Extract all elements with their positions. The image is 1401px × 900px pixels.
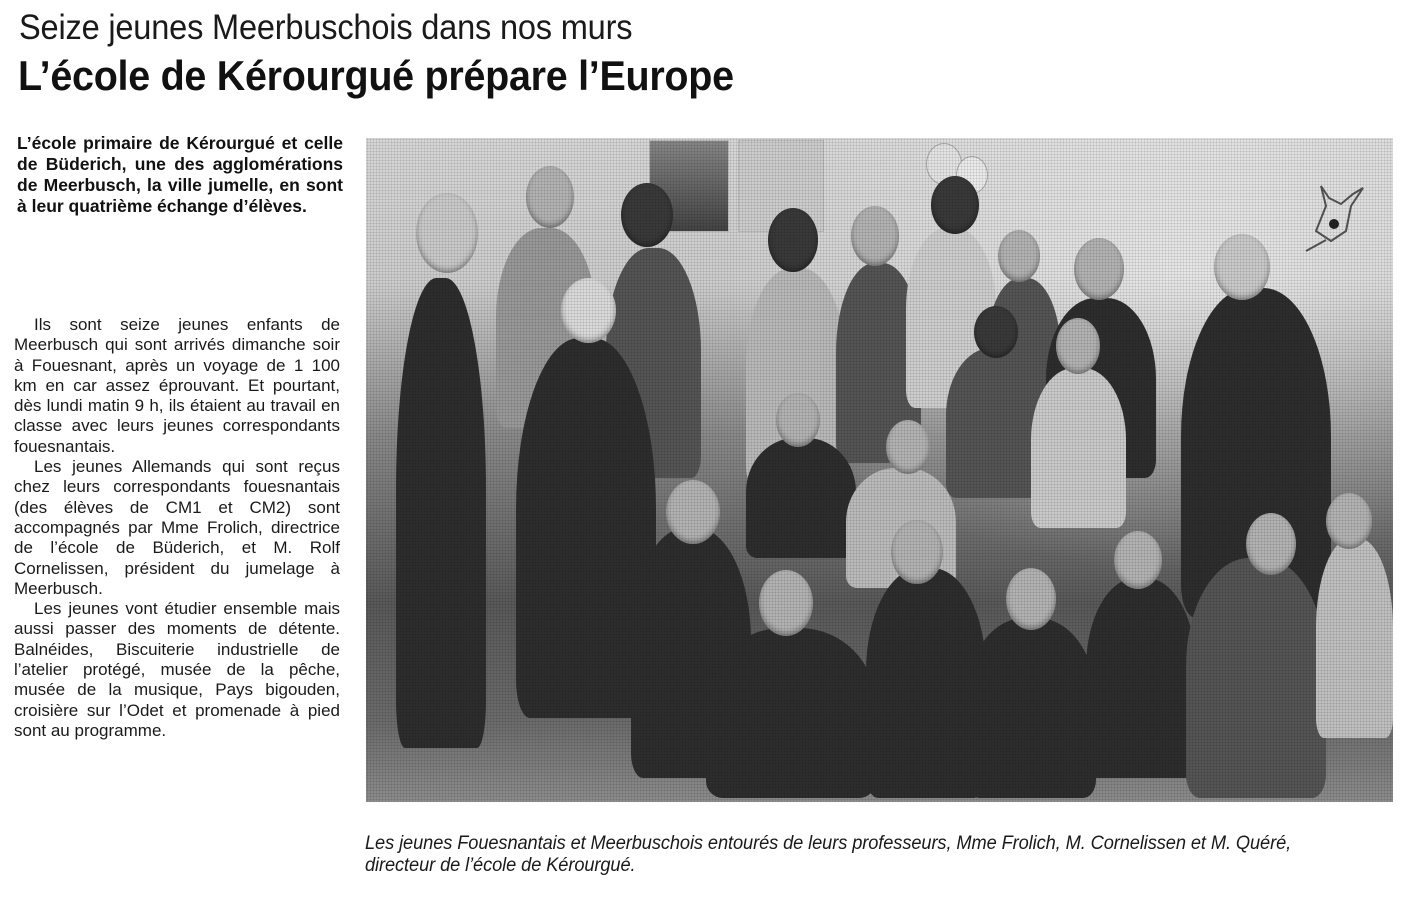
person-head — [621, 183, 673, 247]
body-paragraph: Les jeunes vont étudier ensemble mais aussi passer des moments de détente. Balnéides, Biscuiterie industrielle de l’atelier protégé, musée de la pêche, musée de la musique, Pays bigouden, croisière sur l’Odet et promenade à pied sont au programme. — [14, 599, 340, 740]
person-head — [1074, 238, 1124, 300]
article-kicker: Seize jeunes Meerbuschois dans nos murs — [19, 8, 633, 47]
person-figure — [706, 628, 876, 798]
article-body — [14, 315, 340, 741]
person-head — [416, 193, 478, 273]
person-head — [1114, 531, 1162, 589]
person-head — [1214, 234, 1270, 300]
person-figure — [966, 618, 1096, 798]
person-head — [1006, 568, 1056, 630]
group-photo — [366, 138, 1393, 802]
person-head — [851, 206, 899, 266]
person-head — [891, 520, 943, 584]
article-lead: L’école primaire de Kérourgué et celle de Büderich, une des agglomérations de Meerbusch, la ville jumelle, en sont à leur quatrième échange d’élèves. — [17, 133, 343, 216]
person-figure — [396, 278, 486, 748]
person-figure — [1186, 558, 1326, 798]
article-headline: L’école de Kérourgué prépare l’Europe — [18, 52, 734, 99]
person-head — [998, 230, 1040, 282]
person-head — [561, 278, 616, 343]
dog-drawing-icon — [1301, 176, 1371, 256]
person-figure — [1086, 578, 1196, 778]
person-head — [931, 176, 979, 234]
person-head — [1326, 493, 1372, 549]
body-paragraph: Ils sont seize jeunes enfants de Meerbusch qui sont arrivés dimanche soir à Fouesnant, après un voyage de 1 100 km en car assez éprouvant. Et pourtant, dès lundi matin 9 h, ils étaient au travail en classe avec leurs jeunes correspondants fouesnantais. — [14, 315, 340, 456]
person-figure — [1031, 368, 1126, 528]
person-figure — [1316, 538, 1393, 738]
body-paragraph: Les jeunes Allemands qui sont reçus chez leurs correspondants fouesnantais (des élèves de CM1 et CM2) sont accompagnés par Mme Frolich, directrice de l’école de Büderich, et M. Rolf Cornelissen, président du jumelage à Meerbusch. — [14, 457, 340, 598]
person-head — [1056, 318, 1100, 374]
person-figure — [746, 438, 856, 558]
person-head — [776, 393, 820, 447]
person-head — [526, 166, 574, 228]
person-head — [666, 480, 720, 544]
person-head — [1246, 513, 1296, 575]
person-head — [886, 420, 930, 474]
person-head — [759, 570, 813, 636]
person-head — [974, 306, 1018, 358]
photo-caption: Les jeunes Fouesnantais et Meerbuschois entourés de leurs professeurs, Mme Frolich, M. Cornelissen et M. Quéré, directeur de l’école de Kérourgué. — [365, 833, 1292, 876]
person-head — [768, 208, 818, 272]
